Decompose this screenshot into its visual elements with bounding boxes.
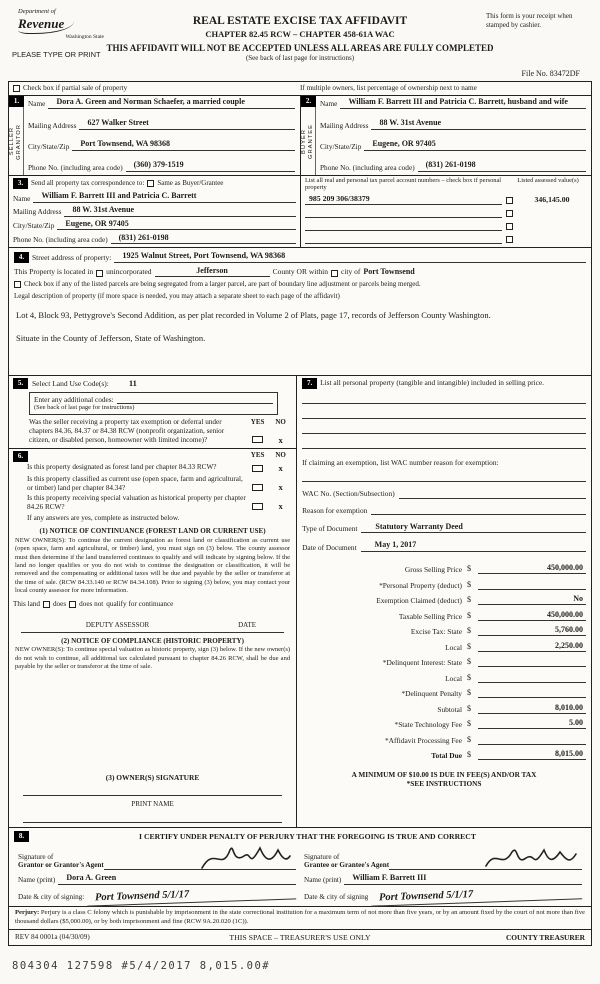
county-or-label: County OR within xyxy=(272,267,328,277)
see-back-note: (See back of last page for instructions) xyxy=(245,54,355,63)
owners-signature-line[interactable] xyxy=(23,795,282,796)
money-row-exemption xyxy=(302,590,586,606)
grantor-name-print-label: Name (print) xyxy=(18,875,56,884)
seller-side-strip xyxy=(9,96,24,175)
land-use-label: Select Land Use Code(s): xyxy=(32,378,109,388)
money-table xyxy=(302,559,586,761)
wac-label: WAC No. (Section/Subsection) xyxy=(302,489,395,499)
personal-property-checkbox-2[interactable] xyxy=(506,210,513,217)
buyer-name-field[interactable]: William F. Barrett III and Patricia C. Barrett, husband and wife xyxy=(340,97,586,109)
reason-label: Reason for exemption xyxy=(302,505,368,515)
same-as-buyer-label: Same as Buyer/Grantee xyxy=(157,179,224,188)
corr-phone-label: Phone No. (including area code) xyxy=(13,234,108,244)
personal-property-line-4[interactable] xyxy=(302,434,586,449)
historic-yes-checkbox[interactable] xyxy=(252,503,264,510)
perjury-paragraph xyxy=(9,907,591,930)
seller-side-word-1: SELLER xyxy=(8,127,15,156)
state-technology-fee-field[interactable]: 5.00 xyxy=(478,718,586,729)
land-use-section xyxy=(9,376,296,448)
personal-property-deduct-label: *Personal Property (deduct) xyxy=(379,580,462,590)
seller-name-field[interactable]: Dora A. Green and Norman Schaefer, a married couple xyxy=(48,97,295,109)
does-not-label: does not xyxy=(79,599,104,608)
money-row-tech-fee xyxy=(302,714,586,730)
grantee-signature-of-label: Signature of xyxy=(304,852,340,861)
seller-city-field[interactable]: Port Townsend, WA 98368 xyxy=(72,139,295,151)
taxable-selling-price-label: Taxable Selling Price xyxy=(398,611,462,621)
excise-tax-local-field[interactable]: 2,250.00 xyxy=(478,641,586,652)
mid-section xyxy=(9,376,591,828)
excise-tax-local-label: Local xyxy=(445,642,462,652)
buyer-side-word-2: GRANTEE xyxy=(308,123,314,160)
land-use-code-field[interactable]: 11 xyxy=(128,378,137,389)
type-of-document-field[interactable]: Statutory Warranty Deed xyxy=(361,522,586,534)
grantee-name-field[interactable]: William F. Barrett III xyxy=(344,873,582,885)
multiple-owners-label: If multiple owners, list percentage of ownership next to name xyxy=(300,84,477,92)
personal-property-section xyxy=(297,376,591,827)
deputy-date-label: DATE xyxy=(238,620,257,629)
affidavit-processing-fee-label: *Affidavit Processing Fee xyxy=(384,735,462,745)
owners-signature-label: (3) OWNER(S) SIGNATURE xyxy=(105,773,200,782)
file-number: File No. 83472DF xyxy=(521,69,580,78)
excise-tax-state-label: Excise Tax: State xyxy=(410,627,462,636)
grantor-date-city-label: Date & city of signing: xyxy=(18,893,85,902)
seller-section xyxy=(9,96,300,175)
unincorporated-label: unincorporated xyxy=(106,267,152,277)
buyer-name-label: Name xyxy=(320,99,338,109)
exemption-label: If claiming an exemption, list WAC number reason for exemption: xyxy=(302,458,499,467)
section-7-badge: 7. xyxy=(302,378,317,389)
section-1-badge: 1. xyxy=(9,96,24,107)
deferral-question: Was the seller receiving a property tax exemption or deferral under chapters 84.36, 84.37 or 84.38 RCW (nonprofit organization, senior citizen, or disabled person, homeowner with limited income)? xyxy=(29,418,225,445)
legal-description-text[interactable]: Lot 4, Block 93, Pettygrove's Second Addition, as per plat recorded in Volume 2 of Plats, page 17, records of Jefferson County Washington. xyxy=(16,310,491,321)
delinquent-interest-state-label: *Delinquent Interest: State xyxy=(382,658,462,667)
parcel-numbers-panel xyxy=(300,176,591,247)
county-field[interactable]: Jefferson xyxy=(155,266,270,277)
additional-codes-field[interactable] xyxy=(117,395,273,404)
sec6-yes-header: YES xyxy=(250,451,265,460)
street-address-label: Street address of property: xyxy=(32,253,112,263)
wac-field[interactable] xyxy=(399,490,586,499)
excise-tax-state-field[interactable]: 5,760.00 xyxy=(478,625,586,636)
personal-property-label: List all personal property (tangible and intangible) included in selling price. xyxy=(320,378,544,387)
form-title: REAL ESTATE EXCISE TAX AFFIDAVIT xyxy=(192,15,408,27)
located-in-label: This Property is located in xyxy=(14,267,94,277)
dollar-sign: $ xyxy=(467,688,471,698)
buyer-mailing-field[interactable]: 88 W. 31st Avenue xyxy=(371,118,586,130)
personal-property-line-2[interactable] xyxy=(302,404,586,419)
print-name-line[interactable] xyxy=(23,822,282,823)
grantor-signature-icon xyxy=(196,844,292,874)
additional-codes-box xyxy=(29,392,278,415)
grantee-signature-field[interactable] xyxy=(389,846,582,870)
dollar-sign: $ xyxy=(467,564,471,574)
legal-description-text-2[interactable]: Situate in the County of Jefferson, State of Washington. xyxy=(16,332,206,343)
notice-compliance-title: (2) NOTICE OF COMPLIANCE (HISTORIC PROPERTY) xyxy=(61,636,244,645)
buyer-phone-label: Phone No. (including area code) xyxy=(320,162,415,172)
county-treasurer-label: COUNTY TREASURER xyxy=(505,933,585,943)
footer-row xyxy=(9,930,591,945)
section-4-badge: 4. xyxy=(14,252,29,263)
sec6-no-header: NO xyxy=(275,451,286,460)
classification-section xyxy=(9,448,296,827)
send-correspondence-label: Send all property tax correspondence to: xyxy=(31,179,145,188)
dollar-sign: $ xyxy=(467,672,471,682)
reason-field[interactable] xyxy=(371,506,586,515)
city-of-label: city of xyxy=(341,267,361,277)
exemption-claimed-field[interactable]: No xyxy=(478,594,586,605)
section-8-badge: 8. xyxy=(14,831,29,842)
receipt-note: This form is your receipt when stamped by cashier. xyxy=(486,12,573,30)
historic-no-answer[interactable]: x xyxy=(278,501,283,512)
money-row-personal-deduct xyxy=(302,574,586,590)
buyer-side-word-1: BUYER xyxy=(300,129,307,154)
total-due-label: Total Due xyxy=(431,751,462,760)
total-due-field[interactable]: 8,015.00 xyxy=(478,749,586,760)
personal-property-checkbox-1[interactable] xyxy=(506,197,513,204)
certify-statement: I CERTIFY UNDER PENALTY OF PERJURY THAT THE FOREGOING IS TRUE AND CORRECT xyxy=(139,831,476,841)
money-row-gross xyxy=(302,559,586,575)
deferral-no-answer[interactable]: x xyxy=(278,434,283,445)
parcel-row-2 xyxy=(305,205,587,218)
deputy-assessor-signature-line[interactable] xyxy=(21,632,284,633)
dollar-sign: $ xyxy=(467,595,471,605)
seller-mailing-field[interactable]: 627 Walker Street xyxy=(79,118,295,130)
cashier-stamp: 804304 127598 #5/4/2017 8,015.00# xyxy=(12,960,271,973)
top-row xyxy=(9,82,591,96)
current-use-no-answer[interactable]: x xyxy=(278,482,283,493)
sec5-yes-header: YES xyxy=(250,418,265,427)
if-yes-note: If any answers are yes, complete as instructed below. xyxy=(27,513,180,522)
segregated-label: Check box if any of the listed parcels are being segregated from a larger parcel, are part of boundary line adjustment or parcels being merged. xyxy=(24,279,421,288)
buyer-phone-field[interactable]: (831) 261-0198 xyxy=(418,160,586,172)
property-location-section xyxy=(9,248,591,376)
seller-city-label: City/State/Zip xyxy=(28,141,70,151)
does-label: does xyxy=(52,599,67,608)
corr-name-label: Name xyxy=(13,193,31,203)
historic-property-question: Is this property receiving special valuation as historical property per chapter 84.26 RCW? xyxy=(27,493,246,511)
parcel-header-label: List all real and personal tax parcel account numbers – check box if personal property xyxy=(305,177,502,192)
this-land-label: This land xyxy=(13,599,40,608)
delinquent-interest-local-label: Local xyxy=(445,673,462,683)
deferral-yes-checkbox[interactable] xyxy=(252,436,264,443)
corr-mailing-field[interactable]: 88 W. 31st Avenue xyxy=(64,205,296,217)
sec5-no-header: NO xyxy=(275,418,286,427)
seller-side-word-2: GRANTOR xyxy=(16,123,22,160)
city-field[interactable]: Port Townsend xyxy=(363,266,415,276)
dollar-sign: $ xyxy=(467,641,471,651)
see-instructions-note: *SEE INSTRUCTIONS xyxy=(406,779,482,789)
personal-property-checkbox-4[interactable] xyxy=(506,236,513,243)
grantee-signature-block xyxy=(300,844,586,902)
section-6-badge: 6. xyxy=(13,451,28,462)
grantee-date-city-label: Date & city of signing xyxy=(304,893,369,902)
street-address-field[interactable]: 1925 Walnut Street, Port Townsend, WA 98368 xyxy=(114,251,586,263)
grantor-role-label: Grantor or Grantor's Agent xyxy=(18,861,104,870)
exemption-line[interactable] xyxy=(302,467,586,482)
seller-phone-field[interactable]: (360) 379-1519 xyxy=(126,160,295,172)
grantee-name-print-label: Name (print) xyxy=(304,875,342,884)
partial-sale-label: Check box if partial sale of property xyxy=(23,84,128,92)
corr-city-label: City/State/Zip xyxy=(13,221,55,231)
forest-land-question: Is this property designated as forest land per chapter 84.33 RCW? xyxy=(27,463,217,472)
parcel-number-field[interactable]: 985 209 306/38379 xyxy=(305,194,502,205)
assessed-header-label: Listed assessed value(s) xyxy=(517,177,579,184)
money-row-total xyxy=(302,745,586,761)
logo-revenue-text: Revenue xyxy=(18,16,74,34)
money-row-delinquent-state xyxy=(302,652,586,668)
dollar-sign: $ xyxy=(467,626,471,636)
perjury-text: Perjury is a class C felony which is punishable by imprisonment in the state correctional institution for a maximum term of not more than five years, or by an amount fixed by the court of not more than five thousand dollars ($5,000.00), or by both imprisonment and fine (RCW 9A.20.020 (1C)). xyxy=(15,909,585,925)
dollar-sign: $ xyxy=(467,734,471,744)
revenue-logo xyxy=(18,8,110,41)
forest-land-no-answer[interactable]: x xyxy=(278,463,283,474)
corr-mailing-label: Mailing Address xyxy=(13,207,62,217)
taxable-selling-price-field[interactable]: 450,000.00 xyxy=(478,610,586,621)
warning-line: THIS AFFIDAVIT WILL NOT BE ACCEPTED UNLESS ALL AREAS ARE FULLY COMPLETED xyxy=(106,43,494,53)
unincorporated-checkbox[interactable] xyxy=(96,270,103,277)
please-type-label: PLEASE TYPE OR PRINT xyxy=(12,50,101,59)
notice-continuance-title: (1) NOTICE OF CONTINUANCE (FOREST LAND OR CURRENT USE) xyxy=(39,526,266,535)
buyer-section xyxy=(300,96,591,175)
city-checkbox[interactable] xyxy=(331,270,338,277)
current-use-question: Is this property classified as current use (open space, farm and agricultural, or timber) land per chapter 84.34? xyxy=(27,474,243,492)
notice-compliance-text: NEW OWNER(S): To continue special valuation as historic property, sign (3) below. If the new owner(s) do not wish to continue, all additional tax calculated pursuant to chapter 84.26 RCW, shall be due and payable by the seller or transferor at the time of sale. xyxy=(15,646,291,671)
correspondence-section xyxy=(9,176,591,248)
dollar-sign: $ xyxy=(467,610,471,620)
grantor-signature-of-label: Signature of xyxy=(18,852,54,861)
gross-selling-price-label: Gross Selling Price xyxy=(404,565,462,574)
form-revision-number: REV 84 0001a (04/30/09) xyxy=(15,933,90,942)
section-3-badge: 3. xyxy=(13,178,28,189)
parties-row xyxy=(9,96,591,176)
dollar-sign: $ xyxy=(467,703,471,713)
money-row-excise-local xyxy=(302,636,586,652)
corr-city-field[interactable]: Eugene, OR 97405 xyxy=(57,219,296,231)
subtotal-label: Subtotal xyxy=(437,704,462,714)
seller-phone-label: Phone No. (including area code) xyxy=(28,162,123,172)
delinquent-penalty-field[interactable] xyxy=(478,689,586,698)
section-2-badge: 2. xyxy=(301,96,316,107)
exemption-claimed-label: Exemption Claimed (deduct) xyxy=(376,596,462,605)
parcel-row-1 xyxy=(305,192,587,205)
subtotal-field[interactable]: 8,010.00 xyxy=(478,703,586,714)
personal-property-checkbox-3[interactable] xyxy=(506,223,513,230)
qualify-label: qualify for continuance xyxy=(106,599,174,608)
money-row-delinquent-local xyxy=(302,667,586,683)
does-not-qualify-checkbox[interactable] xyxy=(69,601,76,608)
delinquent-interest-local-field[interactable] xyxy=(478,674,586,683)
legal-description-label: Legal description of property (if more space is needed, you may attach a separate sheet to each page of the affidavit) xyxy=(14,291,340,300)
form-header xyxy=(8,6,592,66)
dollar-sign: $ xyxy=(467,579,471,589)
parcel-number-field-3[interactable] xyxy=(305,222,502,231)
money-row-penalty xyxy=(302,683,586,699)
additional-codes-label: Enter any additional codes: xyxy=(34,395,114,404)
money-row-subtotal xyxy=(302,698,586,714)
delinquent-interest-state-field[interactable] xyxy=(478,658,586,667)
state-technology-fee-label: *State Technology Fee xyxy=(394,720,462,729)
money-row-excise-state xyxy=(302,621,586,637)
partial-sale-checkbox[interactable] xyxy=(13,85,20,92)
grantee-date-city-field[interactable]: Port Townsend 5/1/17 xyxy=(371,884,582,906)
current-use-yes-checkbox[interactable] xyxy=(252,484,264,491)
parcel-number-field-2[interactable] xyxy=(305,209,502,218)
dollar-sign: $ xyxy=(467,657,471,667)
same-as-buyer-checkbox[interactable] xyxy=(147,180,154,187)
logo-dept-text: Department of xyxy=(18,8,56,15)
money-row-processing-fee xyxy=(302,729,586,745)
print-name-label: PRINT NAME xyxy=(131,800,174,809)
buyer-city-field[interactable]: Eugene, OR 97405 xyxy=(364,139,586,151)
delinquent-penalty-label: *Delinquent Penalty xyxy=(401,689,462,698)
certification-section xyxy=(9,828,591,907)
grantee-role-label: Grantee or Grantee's Agent xyxy=(304,861,390,870)
seller-mailing-label: Mailing Address xyxy=(28,120,77,130)
corr-phone-field[interactable]: (831) 261-0198 xyxy=(111,233,296,245)
treasurer-space-label: THIS SPACE – TREASURER'S USE ONLY xyxy=(229,932,371,942)
assessed-value-field[interactable]: 346,145.00 xyxy=(534,195,570,205)
grantor-signature-field[interactable] xyxy=(104,846,296,870)
corr-name-field[interactable]: William F. Barrett III and Patricia C. Barrett xyxy=(33,191,296,203)
does-qualify-checkbox[interactable] xyxy=(43,601,50,608)
grantor-signature-block xyxy=(14,844,300,902)
personal-property-deduct-field[interactable] xyxy=(478,581,586,590)
forest-land-yes-checkbox[interactable] xyxy=(252,465,264,472)
codes-see-back-note: (See back of last page for instructions) xyxy=(34,404,135,412)
date-of-document-label: Date of Document xyxy=(302,542,357,552)
parcel-row-4 xyxy=(305,231,587,244)
logo-state-text: Washington State xyxy=(65,34,104,41)
affidavit-processing-fee-field[interactable] xyxy=(478,736,586,745)
perjury-lead: Perjury: xyxy=(15,909,40,917)
notice-continuance-text: NEW OWNER(S): To continue the current designation as forest land or classification as current use (open space, farm and agricultural, or timber) land, you must sign on (3) below. The county assessor must then determine if the land transferred continues to qualify and will indicate by signing below. If the land no longer qualifies or you do not wish to continue the designation or classification, it will be removed and the compensating or additional taxes will be due and payable by the seller or transferor at the time of sale. (RCW 84.33.140 or RCW 84.34.108). Prior to signing (3) below, you may contact your local county assessor for more information. xyxy=(15,536,291,595)
seller-name-label: Name xyxy=(28,99,46,109)
buyer-mailing-label: Mailing Address xyxy=(320,120,369,130)
dollar-sign: $ xyxy=(467,750,471,760)
segregated-checkbox[interactable] xyxy=(14,281,21,288)
grantor-date-city-field[interactable]: Port Townsend 5/1/17 xyxy=(87,884,296,906)
minimum-fee-note: A MINIMUM OF $10.00 IS DUE IN FEE(S) AND/OR TAX xyxy=(351,770,537,780)
buyer-city-label: City/State/Zip xyxy=(320,141,362,151)
buyer-side-strip xyxy=(301,96,316,175)
parcel-row-3 xyxy=(305,218,587,231)
personal-property-line-1[interactable] xyxy=(302,389,586,404)
parcel-number-field-4[interactable] xyxy=(305,235,502,244)
dollar-sign: $ xyxy=(467,719,471,729)
chapter-line: CHAPTER 82.45 RCW – CHAPTER 458-61A WAC xyxy=(205,29,395,40)
type-of-document-label: Type of Document xyxy=(302,524,358,533)
gross-selling-price-field[interactable]: 450,000.00 xyxy=(478,563,586,574)
money-row-taxable xyxy=(302,605,586,621)
deputy-assessor-label: DEPUTY ASSESSOR xyxy=(85,620,150,629)
date-of-document-field[interactable]: May 1, 2017 xyxy=(361,540,586,552)
personal-property-line-3[interactable] xyxy=(302,419,586,434)
form-body xyxy=(8,81,592,946)
grantee-signature-icon xyxy=(482,844,578,874)
grantor-name-field[interactable]: Dora A. Green xyxy=(58,873,296,885)
section-5-badge: 5. xyxy=(13,378,28,389)
